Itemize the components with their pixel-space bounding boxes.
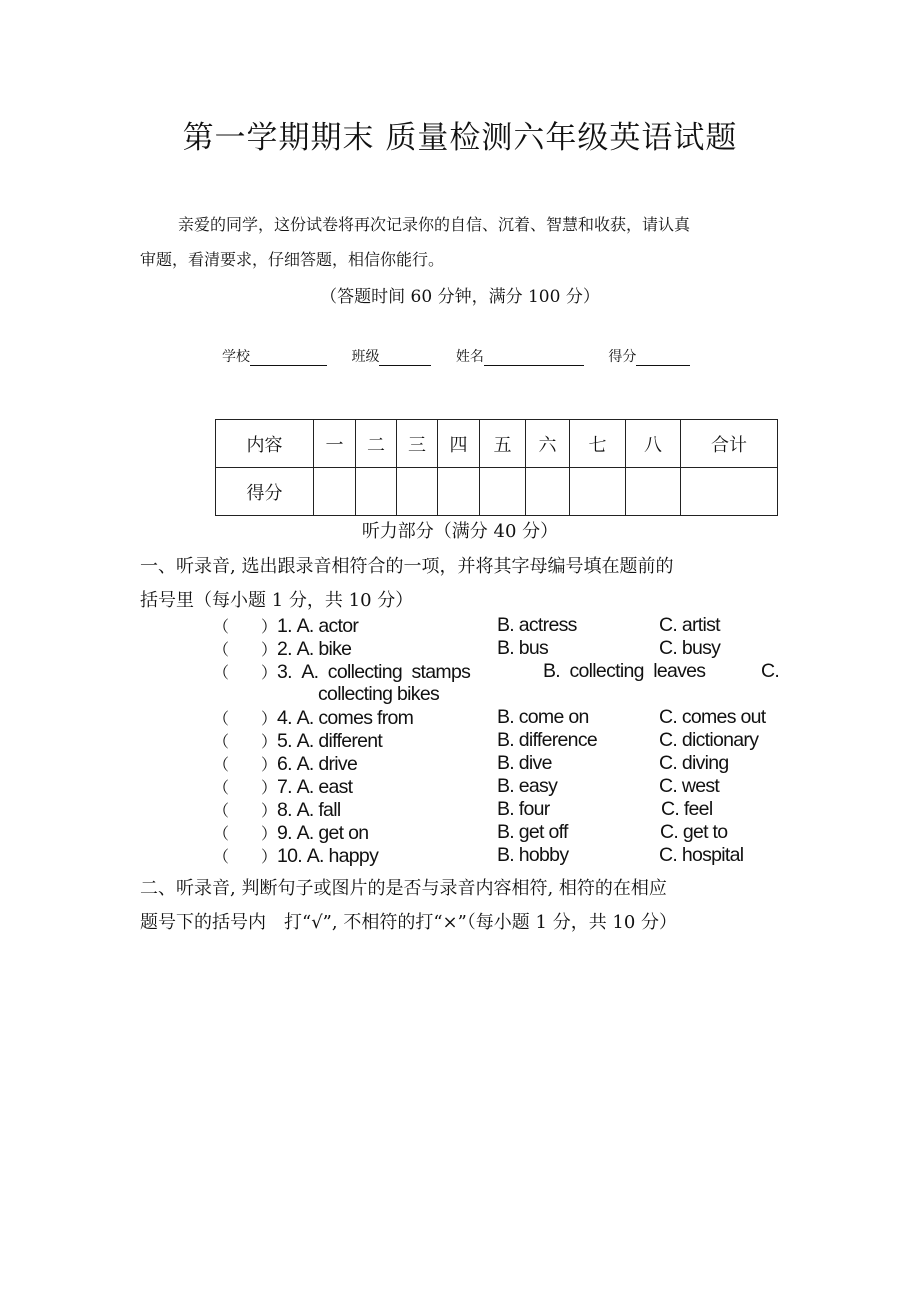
question-2 [213, 637, 351, 661]
option-a: 5. A. different [277, 730, 383, 752]
answer-bracket[interactable]: （ ） [213, 847, 278, 866]
class-label: 班级 [351, 349, 380, 365]
question-1 [213, 614, 358, 638]
answer-bracket[interactable]: （ ） [213, 709, 278, 728]
option-c-continued: collecting bikes [318, 683, 440, 705]
score-cell[interactable] [480, 468, 526, 516]
page-title: 第一学期期末 质量检测六年级英语试题 [182, 120, 738, 156]
option-b: B. difference [497, 729, 598, 751]
score-table-header: 三 [397, 420, 438, 468]
question-7 [213, 775, 352, 799]
answer-bracket[interactable]: （ ） [213, 778, 278, 797]
section1-instruction-line-1: 一、听录音, 选出跟录音相符合的一项，并将其字母编号填在题前的 [140, 556, 674, 577]
option-b: B. hobby [497, 844, 569, 866]
answer-bracket[interactable]: （ ） [213, 801, 278, 820]
score-table-header: 八 [626, 420, 681, 468]
option-c: C. [761, 660, 780, 682]
question-9 [213, 821, 368, 845]
name-blank[interactable] [484, 349, 584, 366]
score-table-header: 一 [314, 420, 356, 468]
option-c: C. diving [659, 752, 729, 774]
option-a: 10. A. happy [277, 845, 379, 867]
option-b: B. come on [497, 706, 589, 728]
option-a: 2. A. bike [277, 638, 352, 660]
option-b: B. easy [497, 775, 558, 797]
score-blank[interactable] [636, 349, 690, 366]
option-a: 8. A. fall [277, 799, 341, 821]
name-label: 姓名 [455, 349, 484, 365]
option-a: 4. A. comes from [277, 707, 414, 729]
score-cell[interactable] [526, 468, 570, 516]
score-table-header: 四 [438, 420, 480, 468]
option-b: B. collecting leaves [543, 660, 706, 682]
option-c: C. hospital [659, 844, 744, 866]
score-cell[interactable] [314, 468, 356, 516]
question-10 [213, 844, 378, 868]
school-blank[interactable] [250, 349, 327, 366]
option-a: 9. A. get on [277, 822, 369, 844]
answer-bracket[interactable]: （ ） [213, 663, 278, 682]
option-b: B. actress [497, 614, 577, 636]
option-c: C. comes out [659, 706, 766, 728]
option-c: C. artist [659, 614, 720, 636]
option-a: 7. A. east [277, 776, 353, 798]
score-table-score-row [216, 468, 778, 516]
question-5 [213, 729, 382, 753]
score-label: 得分 [608, 349, 637, 365]
option-c: C. get to [660, 821, 728, 843]
score-table [215, 419, 778, 516]
school-label: 学校 [222, 349, 250, 365]
student-info-fields [222, 346, 710, 366]
score-cell[interactable] [681, 468, 778, 516]
section2-instruction-line-2: 题号下的括号内 打“√”, 不相符的打“×”（每小题 1 分，共 10 分） [140, 912, 678, 933]
option-c: C. busy [659, 637, 721, 659]
question-3 [213, 660, 470, 684]
score-table-header: 七 [570, 420, 626, 468]
score-table-header-row [216, 420, 778, 468]
option-b: B. get off [497, 821, 568, 843]
option-a: 6. A. drive [277, 753, 358, 775]
score-cell[interactable] [570, 468, 626, 516]
option-b: B. bus [497, 637, 549, 659]
option-c: C. west [659, 775, 720, 797]
score-cell[interactable] [356, 468, 397, 516]
score-table-header: 五 [480, 420, 526, 468]
option-c: C. feel [661, 798, 713, 820]
question-8 [213, 798, 340, 822]
intro-line-2: 审题，看清要求，仔细答题，相信你能行。 [140, 250, 445, 269]
option-b: B. four [497, 798, 550, 820]
score-cell[interactable] [438, 468, 480, 516]
answer-bracket[interactable]: （ ） [213, 640, 278, 659]
class-blank[interactable] [379, 349, 431, 366]
option-a: 3. A. collecting stamps [277, 661, 471, 683]
section2-instruction-line-1: 二、听录音, 判断句子或图片的是否与录音内容相符, 相符的在相应 [140, 878, 667, 899]
section1-instruction-line-2: 括号里（每小题 1 分，共 10 分） [140, 590, 414, 611]
time-note: （答题时间 60 分钟，满分 100 分） [320, 287, 600, 307]
score-cell[interactable] [397, 468, 438, 516]
option-a: 1. A. actor [277, 615, 359, 637]
question-4 [213, 706, 413, 730]
score-table-header: 合计 [681, 420, 778, 468]
score-table-header: 二 [356, 420, 397, 468]
question-6 [213, 752, 357, 776]
answer-bracket[interactable]: （ ） [213, 824, 278, 843]
option-c: C. dictionary [659, 729, 759, 751]
option-b: B. dive [497, 752, 552, 774]
answer-bracket[interactable]: （ ） [213, 617, 278, 636]
intro-line-1: 亲爱的同学，这份试卷将再次记录你的自信、沉着、智慧和收获，请认真 [178, 215, 691, 234]
score-cell[interactable] [626, 468, 681, 516]
answer-bracket[interactable]: （ ） [213, 755, 278, 774]
score-row-label: 得分 [216, 468, 314, 516]
answer-bracket[interactable]: （ ） [213, 732, 278, 751]
score-table-header: 六 [526, 420, 570, 468]
listening-section-header: 听力部分（满分 40 分） [361, 521, 559, 542]
score-table-header: 内容 [216, 420, 314, 468]
